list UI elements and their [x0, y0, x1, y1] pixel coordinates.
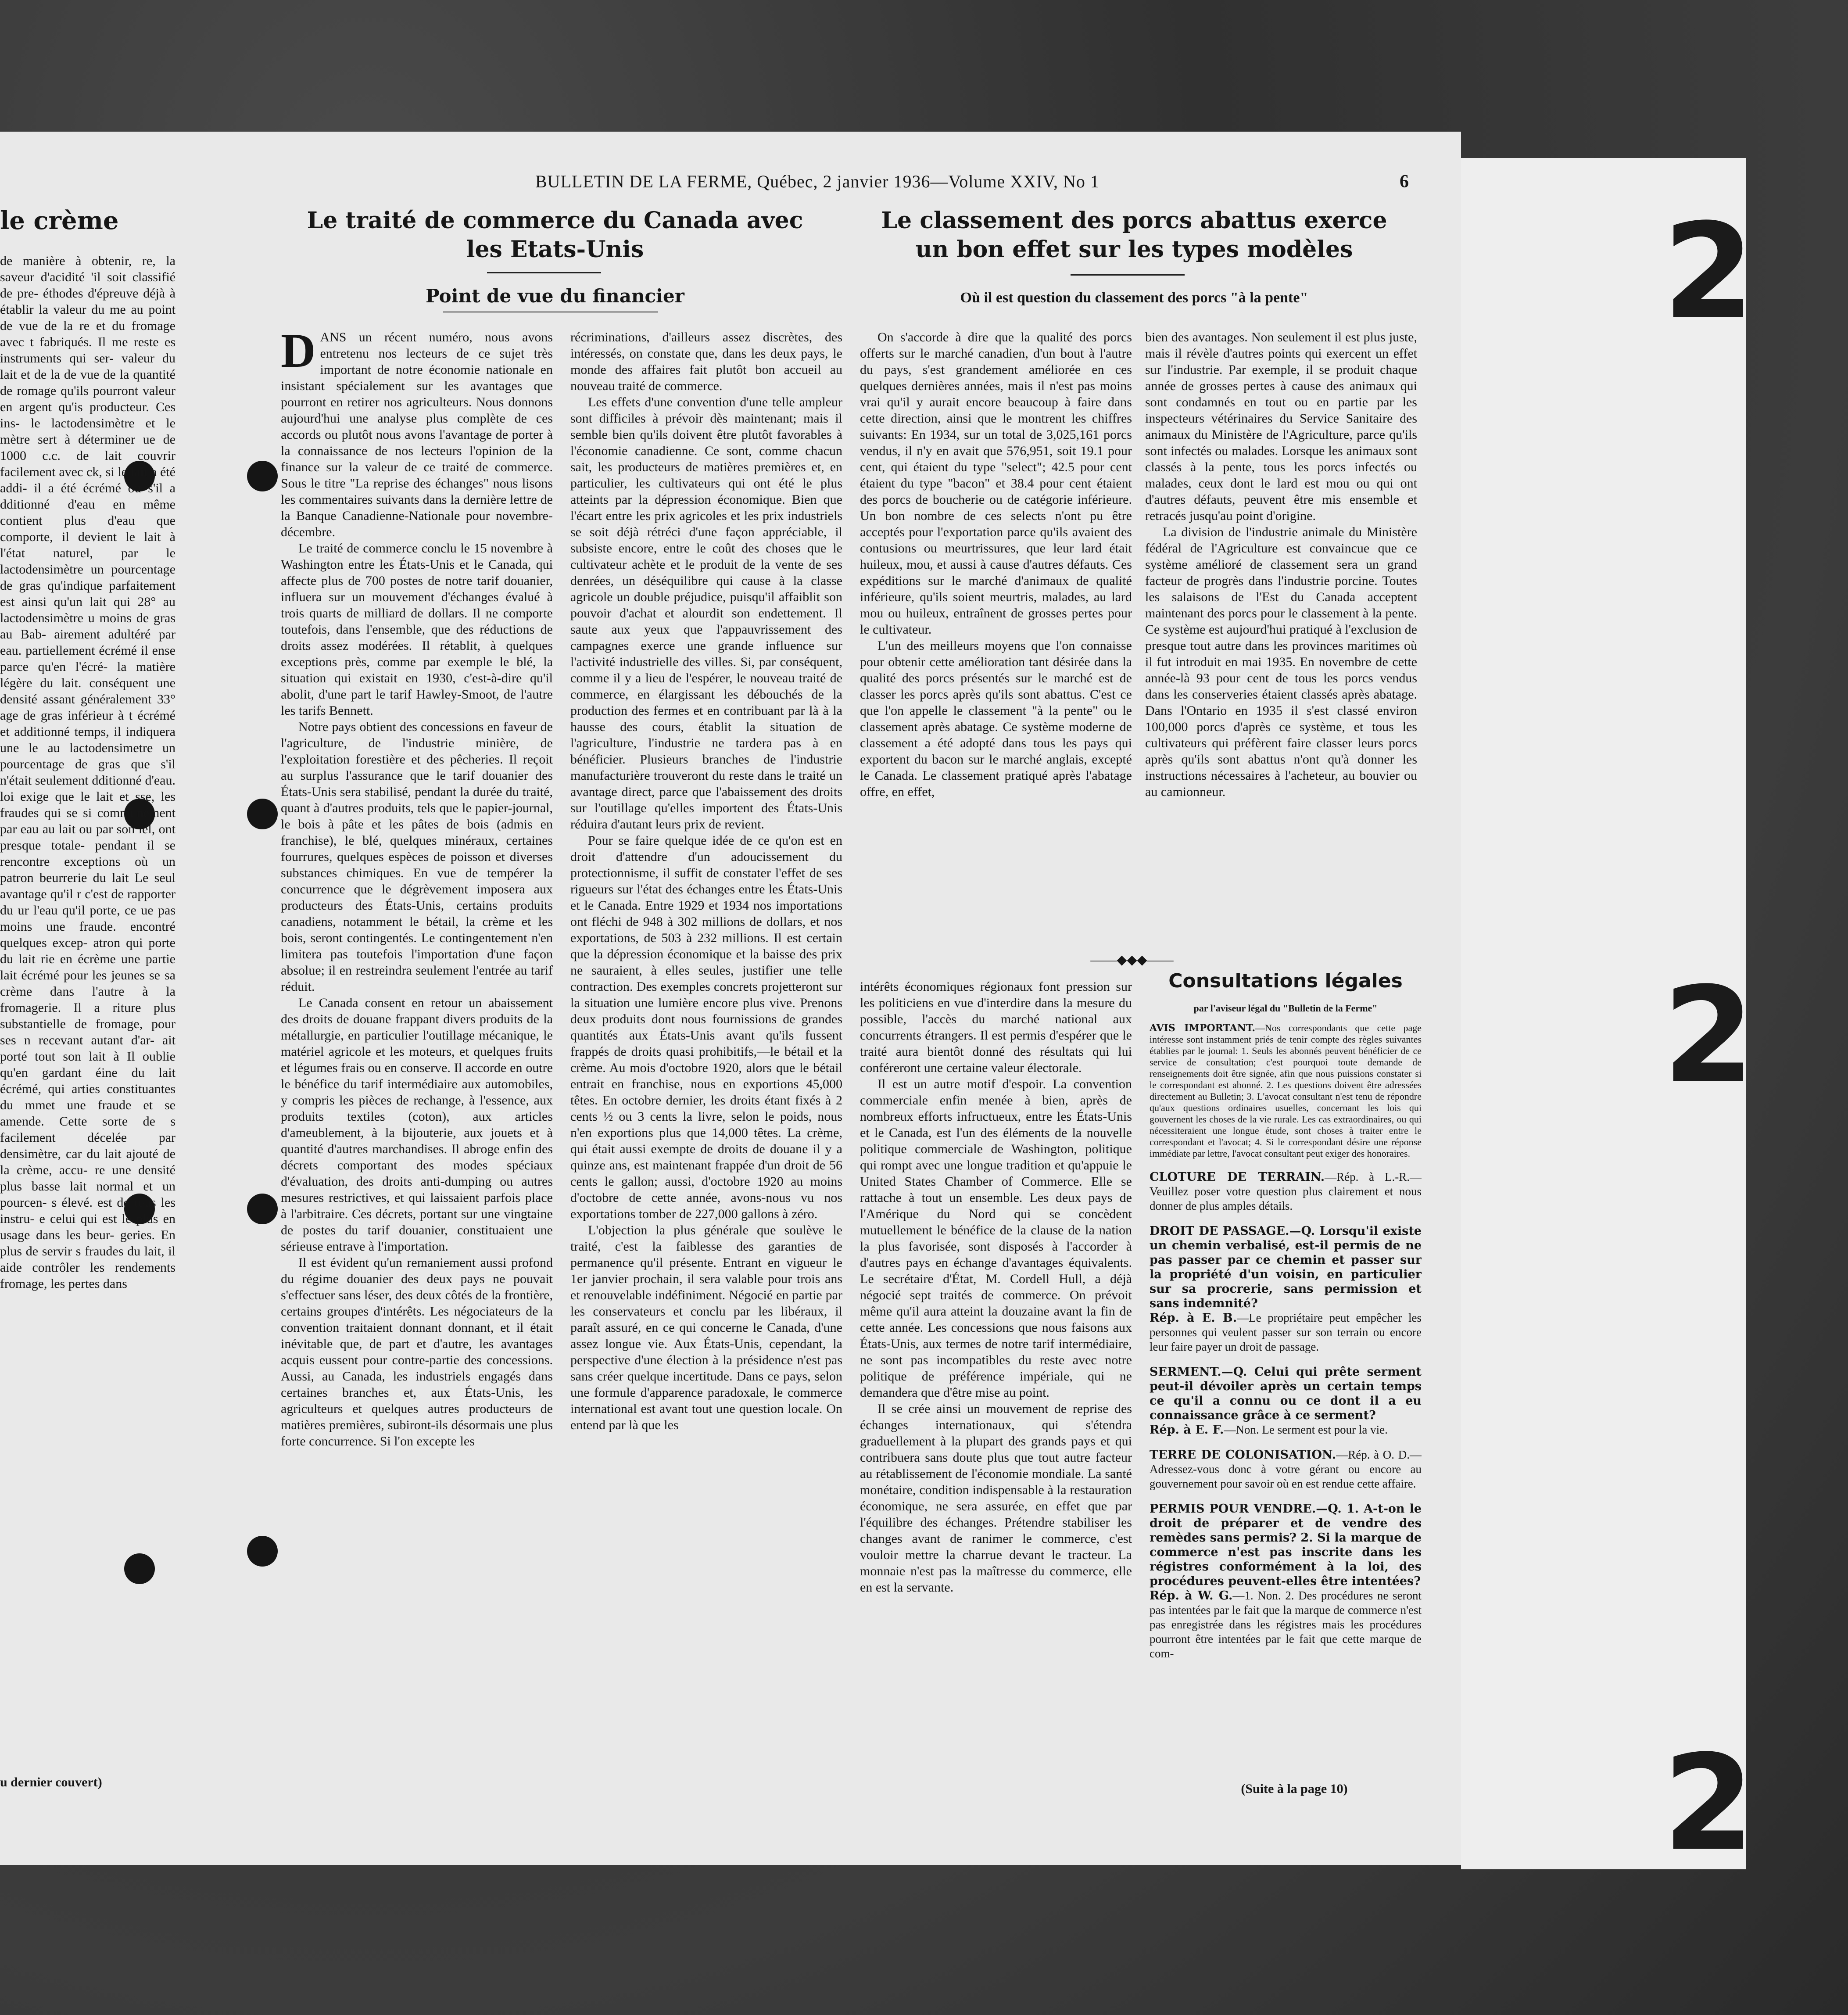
article1-title: [281, 206, 829, 264]
title-rule: [1071, 274, 1185, 276]
punch-hole: [247, 1536, 278, 1567]
article1-paragraph: Pour se faire quelque idée de ce qu'on est en droit d'attendre d'un adoucissement du protectionnisme, il suffit de constater l'effet de ses rigueurs sur l'état des échanges entre les États-Unis et le Canada. Entre 1929 et 1934 nos importations ont fléchi de 948 à 302 millions de dollars, et nos exportations, de 503 à 232 millions. Il est certain que la dépression économique et la baisse des prix ne sauraient, à elles seules, justifier une telle contraction. Des exemples concrets projetteront sur la situation une lumière encore plus vive. Prenons deux produits dont nous fournissions de grandes quantités aux États-Unis avant qu'ils fussent frappés de droits quasi prohibitifs,—le bétail et la crème. Au mois d'octobre 1920, alors que le bétail entrait en franchise, nous en exportions 45,000 têtes. En octobre dernier, les droits étant fixés à 2 cents ½ ou 3 cents la livre, selon le poids, nous n'en exportions plus que 14,000 têtes. La crème, qui était aussi exempte de droits de douane il y a quinze ans, est maintenant frappée d'un droit de 56 cents le gallon; aussi, d'octobre 1920 au moins d'octobre de cette année, avons-nous vu nos exportations tomber de 227,000 gallons à zéro.: [570, 833, 842, 1221]
article1-paragraph: Notre pays obtient des concessions en faveur de l'agriculture, de l'industrie minière, de l'exploitation forestière et des pêcheries. Il reçoit au surplus l'assurance que le tarif douanier des États-Unis sera stabilisé, pendant la durée du traité, quant à d'autres produits, tels que le papier-journal, le bois à pâte et les pâtes de bois (admis en franchise), le blé, quelques minéraux, certaines fourrures, quelques espèces de poisson et diverses substances chimiques. En vue de tempérer la concurrence que le dégrèvement imposera aux producteurs des États-Unis, certains produits canadiens, notamment le bétail, la crème et les bois, seront contingentés. Le contingentement n'en limitera pas toutefois l'importation d'une façon absolue; il en restreindra seulement l'entrée au tarif réduit.: [281, 720, 553, 994]
left-article-text: de manière à obtenir, re, la saveur d'acidité 'il soit classifié de pre- éthodes d'épreuve déjà à établir la valeur du me au point de vue de la re et du fromage avec t fabriqués. Il me reste es instruments qui ser- valeur du lait et de la de vue de la quantité de romage qu'ils pourront valeur en argent qu'is producteur. Ces ins- le lactodensimètre et le mètre sert à déterminer ue de 1000 c.c. de lait couvrir facilement avec ck, si le lait a été addi- il a été écrémé ou s'il a dditionné d'eau en même contient plus d'eau que comporte, il devient le lait à l'état naturel, par le lactodensimètre un pourcentage de gras qu'indique parfaitement est ainsi qu'un lait qui 28° au lactodensimètre u moins de gras au Bab- airement adultéré par eau. partiellement écrémé il ense parce qu'en l'écré- la matière légère du lait. conséquent une densité assant généralement 33° age de gras inférieur à t écrémé et additionné temps, il indiquera une le au lactodensimetre un pourcentage de gras que s'il n'était seulement dditionné d'eau. loi exige que le lait et sse, les fraudes qui se si communément par eau au lait ou par son iel, ont presque totale- pendant il se rencontre exceptions où un patron beurrerie du lait Le seul avantage qu'il r c'est de rapporter du ur l'eau qu'il porte, ce ue pas moins une fraude. encontré quelques excep- atron qui porte du lait rie en écrème une partie lait écrémé pour les jeunes se sa crème dans l'autre à la fromagerie. Il a riture plus substantielle de fromage, pour ses n recevant autant d'ar- ait porté tout son lait à Il oublie qu'en gardant éine du lait écrémé, qui arties constituantes du mmet une fraude et se amende. Cette sorte de s facilement décelée par densimètre, car du lait ajouté de la crème, accu- re une densité plus basse lait normal et un pourcen- s élevé. est de tous les instru- e celui qui est le plus en usage dans les beur- geries. En plus de servir s fraudes du lait, il aide contrôler les rendements fromage, les pertes dans: [0, 254, 175, 1291]
article1-paragraph: Le traité de commerce conclu le 15 novembre à Washington entre les États-Unis et le Canada, qui affecte plus de 700 postes de notre tarif douanier, influera sur un mouvement d'échanges évalué à trois quarts de milliard de dollars. Il ne comporte toutefois, dans l'ensemble, que des réductions de droits assez modérées. Il rétablit, à quelques exceptions près, comme par exemple le blé, la situation qui existait en 1930, c'est-à-dire qu'il abolit, d'une part le tarif Hawley-Smoot, de l'autre les tarifs Bennett.: [281, 541, 553, 718]
article1-paragraph: DANS un récent numéro, nous avons entretenu nos lecteurs de ce sujet très important de notre économie nationale en insistant spécialement sur les avantages que pourront en retirer nos agriculteurs. Nous donnons aujourd'hui une analyse plus complète de ces accords ou plutôt nous avons l'avantage de porter à la connaissance de nos lecteurs l'opinion de la finance sur la valeur de ce traité de commerce. Sous le titre "La reprise des échanges" nous lisons les commentaires suivants dans la dernière lettre de la Banque Canadienne-Nationale pour novembre-décembre.: [281, 329, 553, 539]
article1-paragraph: Il se crée ainsi un mouvement de reprise des échanges internationaux, qui s'étendra graduellement à la plupart des grands pays et qui contribuera sans doute plus que tout autre facteur au rétablissement de l'économie mondiale. La santé monétaire, condition indispensable à la restauration économique, ne sera assurée, en effet que par l'équilibre des échanges. Prétendre stabiliser les changes avant de ranimer le commerce, c'est vouloir mettre la charrue devant le tracteur. La monnaie n'est pas la maîtresse du commerce, elle en est la servante.: [860, 1402, 1132, 1595]
consultation-item: PERMIS POUR VENDRE.—Q. 1. A-t-on le droit de préparer et de vendre des remèdes sans permis? 2. Si la marque de commerce n'est pas inscrite dans les régistres conformément à la loi, des procédures peuvent-elles être intentées? Rép. à W. G.—1. Non. 2. Des procédures ne seront pas intentées par le fait que la marque de commerce n'est pas enregistrée dans les régistres mais les procédures pourront être intentées par le fait que cette marque de com-: [1150, 1502, 1422, 1660]
frame-marker-3: 2: [1663, 1727, 1755, 1880]
article1-title-line2: les Etats-Unis: [466, 236, 644, 263]
article2-column1: [860, 329, 1132, 948]
article2-column2: [1145, 329, 1417, 948]
article1-paragraph: récriminations, d'ailleurs assez discrètes, des intéressés, on constate que, dans les deux pays, le monde des affaires fait plutôt bon accueil au nouveau traité de commerce.: [570, 330, 842, 393]
title-rule: [487, 272, 601, 273]
frame-marker-1: 2: [1663, 195, 1755, 348]
notice-label: AVIS IMPORTANT.: [1150, 1022, 1256, 1034]
article2-paragraph: La division de l'industrie animale du Ministère fédéral de l'Agriculture est convaincue que ce système amélioré de classement sera un grand facteur de progrès dans l'industrie porcine. Toutes les salaisons de l'Est du Canada acceptent maintenant des porcs pour le classement à la pente. Ce système est aujourd'hui pratiqué à l'exclusion de presque tout autre dans les provinces maritimes où il fut introduit en mai 1935. En novembre de cette année-là 93 pour cent de tous les porcs vendus dans les conserveries étaient classés après abatage. Dans l'Ontario en 1935 il s'est classé environ 100,000 porcs d'après ce système, et tous les cultivateurs qui préfèrent faire classer leurs porcs après qu'ils sont abattus n'ont qu'à donner les instructions nécessaires à l'acheteur, au bouvier ou au camionneur.: [1145, 525, 1417, 799]
article2-title: [856, 206, 1413, 264]
article1-continued-column: [860, 979, 1132, 1803]
punch-hole: [247, 461, 278, 491]
consultations-byline: par l'aviseur légal du "Bulletin de la Ferme": [1193, 1003, 1378, 1014]
article1-paragraph: Il est évident qu'un remaniement aussi profond du régime douanier des deux pays ne pouvait s'effectuer sans léser, des deux côtés de la frontière, certains groupes d'intérêts. Les négociateurs de la convention traitaient donnant donnant, et il était inévitable que, de part et d'autre, les avantages acquis eussent pour contre-partie des concessions. Aussi, au Canada, les industriels engagés dans certaines branches et, aux États-Unis, les agriculteurs et quelques autres producteurs de matières premières, subiront-ils désormais une plus forte concurrence. Si l'on excepte les: [281, 1255, 553, 1449]
article2-subtitle: Où il est question du classement des porcs "à la pente": [960, 290, 1308, 306]
ornament-divider: ——◆◆◆——: [1090, 953, 1174, 967]
continued-notice: (Suite à la page 10): [1241, 1782, 1348, 1796]
article1-subtitle: Point de vue du financier: [426, 285, 684, 307]
punch-hole: [247, 799, 278, 829]
left-article-title: le crème: [0, 206, 119, 235]
article2-title-line2: un bon effet sur les types modèles: [915, 236, 1353, 263]
article1-title-line1: Le traité de commerce du Canada avec: [307, 207, 803, 234]
consultation-item: CLOTURE DE TERRAIN.—Rép. à L.-R.—Veuillez poser votre question plus clairement et nous donner de plus amples détails.: [1150, 1170, 1422, 1212]
page-number: 6: [1400, 172, 1409, 192]
article1-column1: [281, 329, 553, 1812]
consultations-notice: AVIS IMPORTANT.—Nos correspondants que cette page intéresse sont instamment priés de tenir compte des règles suivantes établies par le journal: 1. Seuls les abonnés peuvent bénéficier de ce service de consultation; c'est pourquoi toute demande de renseignements doit être signée, afin que nous puissions constater si le correspondant est abonné. 2. Les questions doivent être adressées directement au Bulletin; 3. L'avocat consultant n'est tenu de répondre qu'aux questions ordinaires usuelles, concernant les lois qui gouvernent les choses de la vie rurale. Les cas extraordinaires, ou qui nécessiteraient une longue étude, sont choses à traiter entre le correspondant et l'avocat; 4. Si le correspondant désire une réponse immédiate par lettre, l'avocat consultant peut exiger des honoraires.: [1150, 1022, 1422, 1159]
article1-paragraph: Le Canada consent en retour un abaissement des droits de douane frappant divers produits de la métallurgie, en particulier l'outillage mécanique, le matériel agricole et les moteurs, et quelques fruits et légumes frais ou en conserve. Il accorde en outre le bénéfice du tarif intermédiaire aux automobiles, y compris les pièces de rechange, à l'essence, aux produits textiles (coton), aux articles d'ameublement, à la bijouterie, aux jouets et à quantité d'autres marchandises. Il abroge enfin des décrets comportant des modes spéciaux d'évaluation, des droits anti-dumping ou autres mesures restrictives, et qui laissaient parfois place à l'arbitraire. Ces décrets, portant sur une vingtaine de postes du tarif douanier, constituaient une sérieuse entrave à l'importation.: [281, 996, 553, 1254]
running-head: BULLETIN DE LA FERME, Québec, 2 janvier 1936—Volume XXIV, No 1: [535, 172, 1099, 191]
dropcap: D: [281, 329, 316, 377]
consultation-item: DROIT DE PASSAGE.—Q. Lorsqu'il existe un chemin verbalisé, est-il permis de ne pas passer par ce chemin et passer sur la propriété d'un voisin, en particulier sur sa procrerie, sans permission et sans indemnité? Rép. à E. B.—Le propriétaire peut empêcher les personnes qui veulent passer sur son terrain ou encore leur faire payer un droit de passage.: [1150, 1224, 1422, 1353]
article2-title-line1: Le classement des porcs abattus exerce: [881, 207, 1387, 234]
article1-paragraph: L'objection la plus générale que soulève le traité, c'est la faiblesse des garanties de permanence qu'il présente. Entrant en vigueur le 1er janvier prochain, il sera valable pour trois ans et renouvelable indéfiniment. Négocié en partie par les conservateurs et conclu par les libéraux, il paraît assuré, en ce qui concerne le Canada, d'une assez longue vie. Aux États-Unis, cependant, la perspective d'une élection à la présidence n'est pas sans créer quelque incertitude. Dans ce pays, selon une formule d'apparence paradoxale, le commerce international est avant tout une question locale. On entend par là que les: [570, 1223, 842, 1432]
consultations-title: Consultations légales: [1168, 970, 1403, 992]
consultation-item: SERMENT.—Q. Celui qui prête serment peut-il dévoiler après un certain temps ce qu'il a connu ou ce dont il a eu connaissance grâce à ce serment? Rép. à E. F.—Non. Le serment est pour la vie.: [1150, 1365, 1422, 1437]
punch-hole: [247, 1194, 278, 1224]
article1-paragraph: intérêts économiques régionaux font pression sur les politiciens en vue d'interdire dans la mesure du possible, l'accès du marché national aux concurrents étrangers. Il est permis d'espérer que le traité aura bientôt donné des résultats qui lui conféreront une certaine valeur électorale.: [860, 979, 1132, 1075]
article1-paragraph: Il est un autre motif d'espoir. La convention commerciale enfin menée à bien, après de nombreux efforts infructueux, entre les États-Unis et le Canada, est l'un des éléments de la nouvelle politique commerciale de Washington, politique qui rompt avec une longue tradition et qu'appuie le United States Chamber of Commerce. Elle se rattache à tout un ensemble. Les deux pays de l'Amérique du Nord qui se concèdent mutuellement le bénéfice de la clause de la nation la plus favorisée, sont disposés à l'accorder à d'autres pays en échange d'avantages équivalents. Le secrétaire d'État, M. Cordell Hull, a déjà négocié sept traités de commerce. On prévoit même qu'il aura atteint la douzaine avant la fin de cette année. Les concessions que nous faisons aux États-Unis, aux termes de notre tarif intermédiaire, ne sont pas incompatibles du reste avec notre politique de préférence impériale, qui ne demandera que d'être mise au point.: [860, 1077, 1132, 1400]
article1-column2: [570, 329, 842, 1812]
frame-marker-2: 2: [1663, 959, 1755, 1112]
consultation-item: TERRE DE COLONISATION.—Rép. à O. D.—Adressez-vous donc à votre gérant ou encore au gouvernement pour savoir où en est rendue cette affaire.: [1150, 1448, 1422, 1490]
article1-paragraph: Les effets d'une convention d'une telle ampleur sont difficiles à prévoir dès maintenant; mais il semble bien qu'ils doivent être plutôt favorables à l'économie canadienne. Ce sont, comme chacun sait, les producteurs de matières premières et, en particulier, les cultivateurs qui ont été le plus atteints par la dépression économique. Bien que l'écart entre les prix agricoles et les prix industriels se soit déjà rétréci d'une façon appréciable, il subsiste encore, entre le coût des choses que le cultivateur achète et le produit de la vente de ses denrées, un déséquilibre qui cause à la classe agricole un double préjudice, puisqu'il affaiblit son pouvoir d'achat et alourdit son endettement. Il saute aux yeux que l'appauvrissement des campagnes exerce une grande influence sur l'activité industrielle des villes. Si, par conséquent, comme il y a lieu de l'espérer, le nouveau traité de commerce, en élargissant les débouchés de la production des fermes et en contribuant par là à la hausse des cours, établit la situation de l'agriculture, l'industrie ne tardera pas à en bénéficier. Plusieurs branches de l'industrie manufacturière trouveront du reste dans le traité un avantage direct, parce que l'abaissement des droits sur l'outillage qu'elles importent des États-Unis réduira d'autant leurs prix de revient.: [570, 395, 842, 832]
article2-paragraph: bien des avantages. Non seulement il est plus juste, mais il révèle d'autres points qui exercent un effet sur l'industrie. Par exemple, il se produit chaque année de grosses pertes à cause des animaux qui sont condamnés en tout ou en partie par les inspecteurs vétérinaires du Service Sanitaire des animaux du Ministère de l'Agriculture, parce qu'ils sont infectés ou malades. Lorsque les animaux sont classés à la pente, tous les porcs infectés ou malades, ceux dont le lard est mou ou qui ont d'autres défauts, peuvent être mis ensemble et retracés jusqu'au point d'origine.: [1145, 330, 1417, 523]
article2-paragraph: L'un des meilleurs moyens que l'on connaisse pour obtenir cette amélioration tant désirée dans la qualité des porcs présentés sur le marché est de classer les porcs après qu'ils sont abattus. C'est ce que l'on appelle le classement "à la pente" ou le classement après abatage. Ce système moderne de classement a été adopté dans tous les pays qui exportent du bacon sur le marché anglais, excepté le Canada. Le classement pratiqué après l'abatage offre, en effet,: [860, 638, 1132, 799]
article2-paragraph: On s'accorde à dire que la qualité des porcs offerts sur le marché canadien, d'un bout à l'autre du pays, s'est grandement améliorée en ces quelques dernières années, mais il n'est pas moins vrai qu'il y aurait encore beaucoup à faire dans cette direction, ainsi que le montrent les chiffres suivants: En 1934, sur un total de 3,025,161 porcs vendus, il n'y en avait que 576,951, soit 19.1 pour cent, qui étaient du type "select"; 42.5 pour cent étaient du type "bacon" et 38.4 pour cent étaient des porcs de boucherie ou de catégorie inférieure. Un bon nombre de ces selects n'ont pu être acceptés pour l'exportation parce qu'ils avaient des contusions ou meurtrissures, que leur lard était huileux, mou, et aussi à cause d'autres défauts. Ces expéditions sur le marché d'animaux de qualité inférieure, qu'ils soient meurtris, malades, au lard mou ou huileux, entraînent de grosses pertes pour le cultivateur.: [860, 330, 1132, 637]
left-article-footer: u dernier couvert): [0, 1775, 102, 1789]
consultations-body: [1150, 1022, 1422, 1812]
left-page-fragment: [0, 206, 175, 1830]
